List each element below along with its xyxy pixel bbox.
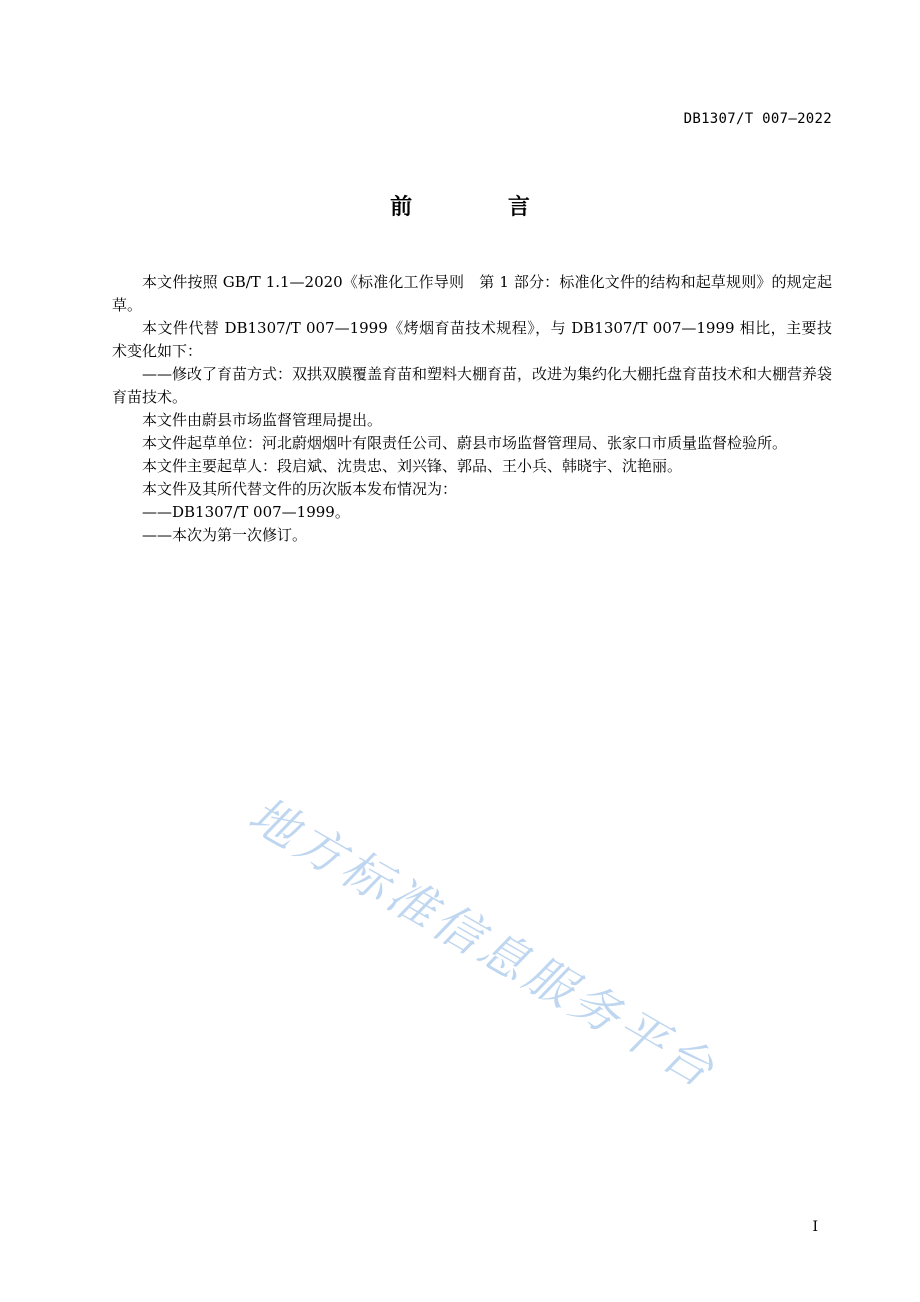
- paragraph-replacement: 本文件代替 DB1307/T 007—1999《烤烟育苗技术规程》，与 DB1307/T 007—1999 相比，主要技术变化如下：: [112, 319, 832, 360]
- page-number: I: [812, 1219, 818, 1235]
- paragraph-proposer: 本文件由蔚县市场监督管理局提出。: [142, 411, 383, 429]
- paragraph-drafting-units: 本文件起草单位：河北蔚烟烟叶有限责任公司、蔚县市场监督管理局、张家口市质量监督检验所。: [142, 434, 788, 452]
- foreword-body: [112, 271, 832, 547]
- paragraph-revision-note: ——本次为第一次修订。: [142, 526, 308, 544]
- page-title: 前 言: [390, 195, 574, 220]
- paragraph-previous-version: ——DB1307/T 007—1999。: [142, 503, 350, 521]
- paragraph-change-item: ——修改了育苗方式：双拱双膜覆盖育苗和塑料大棚育苗，改进为集约化大棚托盘育苗技术和大棚营养袋育苗技术。: [112, 365, 833, 406]
- paragraph-drafters: 本文件主要起草人：段启斌、沈贵忠、刘兴锋、郭品、王小兵、韩晓宇、沈艳丽。: [142, 457, 683, 475]
- paragraph-drafting-rules: 本文件按照 GB/T 1.1—2020《标准化工作导则 第 1 部分：标准化文件的结构和起草规则》的规定起草。: [112, 273, 832, 314]
- standard-code: DB1307/T 007—2022: [683, 111, 832, 127]
- paragraph-version-history: 本文件及其所代替文件的历次版本发布情况为：: [142, 480, 458, 498]
- watermark: 地方标准信息服务平台: [239, 786, 727, 1101]
